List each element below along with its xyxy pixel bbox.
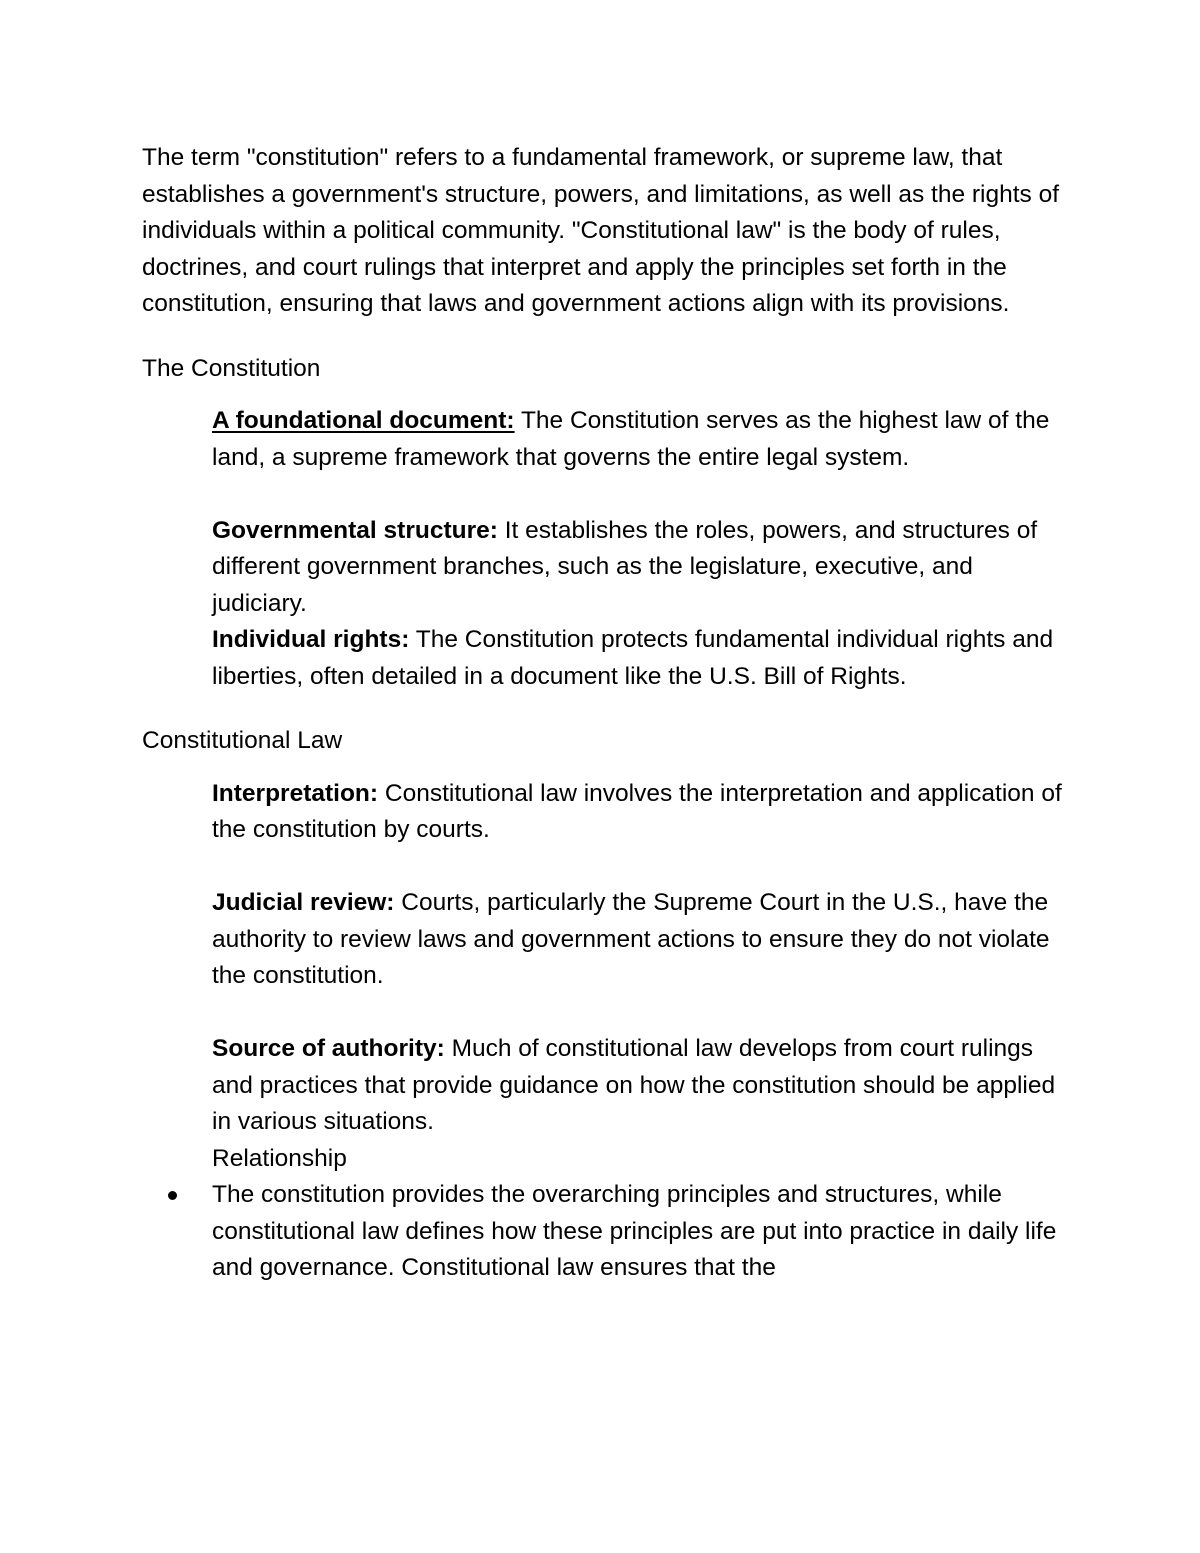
item-term: Source of authority:	[212, 1035, 445, 1062]
constitution-item-foundational	[212, 403, 1062, 476]
item-text: Constitutional law involves the interpretation and application of the constitution by courts.	[212, 779, 1062, 843]
item-text: It establishes the roles, powers, and structures of different government branches, such as the legislature, executive, and judiciary.	[212, 516, 1038, 617]
constitution-item-structure	[212, 513, 1062, 623]
item-term: Individual rights:	[212, 626, 410, 653]
section-heading-constitutional-law: Constitutional Law	[142, 727, 343, 754]
intro-paragraph: The term "constitution" refers to a fundamental framework, or supreme law, that establishes a government's structure, powers, and limitations, as well as the rights of individuals within a political community. "Constitutional law" is the body of rules, doctrines, and court rulings that interpret and apply the principles set forth in the constitution, ensuring that laws and government actions align with its provisions.	[142, 144, 1060, 317]
document-page	[142, 140, 1062, 1287]
item-text: The Constitution protects fundamental individual rights and liberties, often detailed in a document like the U.S. Bill of Rights.	[212, 626, 1054, 690]
constitution-item-rights	[212, 622, 1062, 695]
item-text: The Constitution serves as the highest law of the land, a supreme framework that governs the entire legal system.	[212, 407, 1050, 471]
constitution-items	[212, 403, 1062, 695]
section-heading-constitution: The Constitution	[142, 354, 321, 382]
relationship-bullet-list	[142, 1177, 1062, 1287]
section-heading-relationship: Relationship	[212, 1144, 347, 1172]
item-term: Governmental structure:	[212, 516, 498, 544]
constitutional-law-items	[212, 776, 1062, 1178]
bullet-text: The constitution provides the overarching principles and structures, while constitutional law defines how these principles are put into practice in daily life and governance. Constitutional law ensures that the	[212, 1181, 1057, 1281]
item-text: Courts, particularly the Supreme Court in the U.S., have the authority to review laws and government actions to ensure they do not violate the constitution.	[212, 889, 1050, 989]
law-item-judicial-review	[212, 885, 1062, 995]
list-item	[212, 1177, 1062, 1287]
item-term: A foundational document:	[212, 407, 515, 434]
law-item-interpretation	[212, 776, 1062, 849]
item-text: Much of constitutional law develops from court rulings and practices that provide guidance on how the constitution should be applied in various situations.	[212, 1035, 1056, 1135]
bullet-icon	[168, 1191, 177, 1200]
item-term: Interpretation:	[212, 779, 379, 807]
item-term: Judicial review:	[212, 889, 395, 916]
law-item-source-of-authority	[212, 1031, 1062, 1141]
